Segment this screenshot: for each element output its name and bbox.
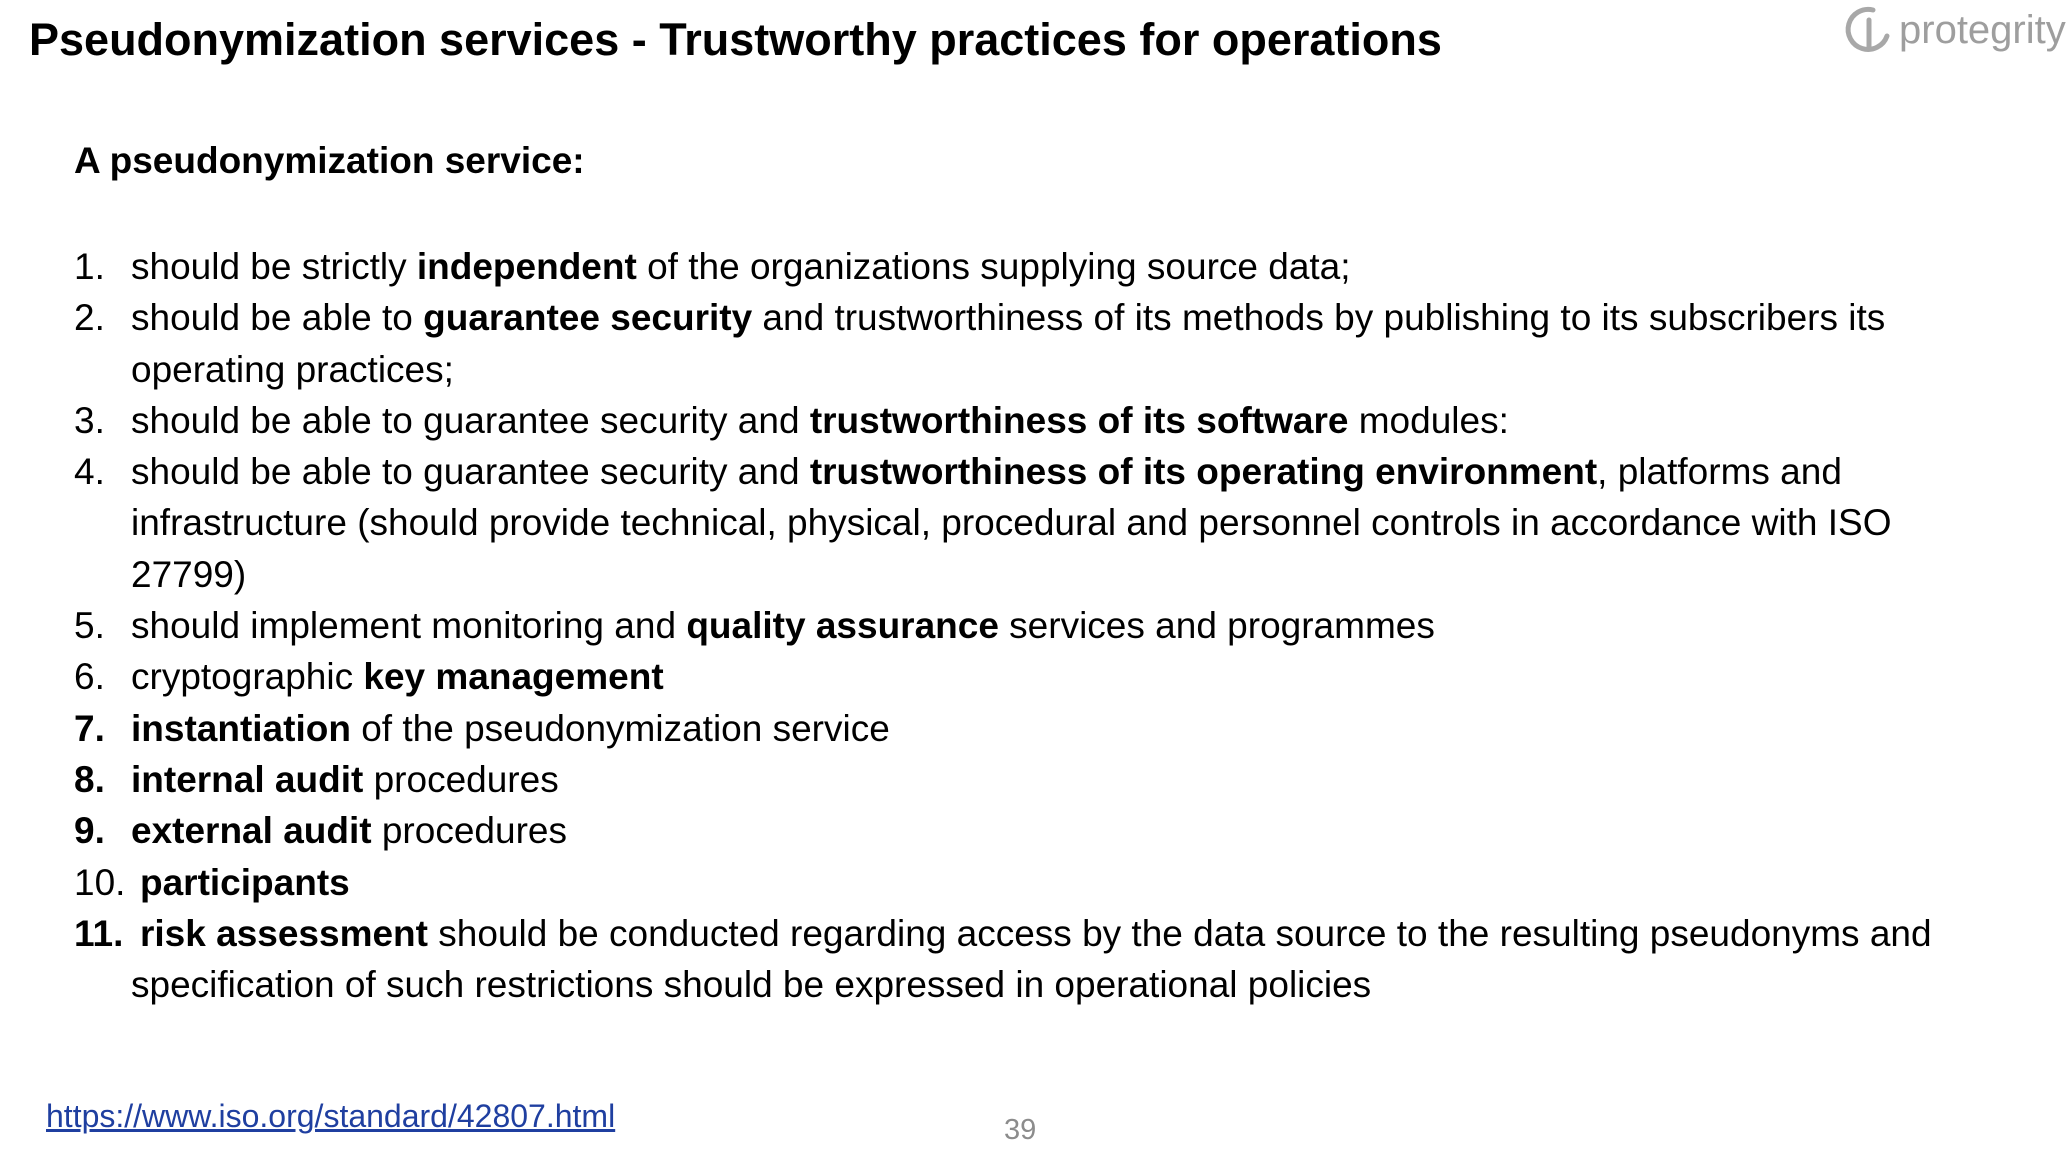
slide-title: Pseudonymization services - Trustworthy practices for operations [29,14,1442,65]
item-text: modules: [1348,399,1509,441]
page-number: 39 [1004,1114,1037,1146]
item-text: should be strictly [131,246,417,287]
protegrity-logo [1843,2,2066,58]
item-text: of the pseudonymization service [350,707,890,749]
item-text: cryptographic [131,656,364,698]
item-emphasis: independent [416,246,637,287]
list-item [74,446,2014,600]
logo-wordmark: protegrity [1899,7,2066,52]
item-emphasis: instantiation [131,707,351,749]
list-item [74,600,2014,651]
item-text: should implement monitoring and [131,605,687,647]
requirements-list [74,241,2014,1010]
item-emphasis: participants [140,861,350,903]
item-number: 9. [74,810,105,852]
item-number: 11. [74,912,124,954]
item-text: should be able to guarantee security and [131,451,810,493]
iso-standard-link[interactable]: https://www.iso.org/standard/42807.html [46,1098,616,1134]
item-number: 10. [74,861,126,903]
protegrity-logo-icon [1843,4,1895,56]
item-number: 3. [74,399,105,441]
item-number: 8. [74,758,105,800]
item-number: 7. [74,707,105,749]
list-item [74,805,2014,856]
list-item [74,651,2014,702]
item-number: 5. [74,605,105,647]
item-emphasis: trustworthiness of its software [809,399,1349,441]
item-text: should be conducted regarding access by the data source to the resulting pseudonyms and specification of such restrictions should be expressed in operational policies [131,912,1932,1006]
item-text: of the organizations supplying source data; [636,246,1351,287]
item-number: 6. [74,656,105,698]
item-emphasis: quality assurance [686,605,999,647]
item-number: 4. [74,451,105,493]
item-text: services and programmes [998,605,1435,647]
intro-heading: A pseudonymization service: [74,140,585,181]
item-emphasis: key management [363,656,664,698]
item-emphasis: guarantee security [423,297,753,339]
item-number: 1. [74,246,105,287]
item-text: and trustworthiness of its methods by publishing to its subscribers its operating practices; [131,297,1886,390]
item-emphasis: internal audit [131,758,364,800]
list-item [74,857,2014,908]
item-text: should be able to guarantee security and [131,399,810,441]
item-text: procedures [371,810,567,852]
item-text: procedures [363,758,559,800]
list-item [74,292,2014,395]
item-emphasis: risk assessment [140,912,428,954]
item-number: 2. [74,297,105,339]
list-item [74,703,2014,754]
list-item [74,754,2014,805]
list-item [74,395,2014,446]
list-item [74,908,2014,1011]
item-emphasis: trustworthiness of its operating environment [809,451,1598,493]
item-emphasis: external audit [131,810,372,852]
list-item [74,241,2014,292]
item-text: , platforms and infrastructure (should provide technical, physical, procedural and personnel controls in accordance with ISO 27799) [131,451,1892,595]
item-text: should be able to [131,297,424,339]
